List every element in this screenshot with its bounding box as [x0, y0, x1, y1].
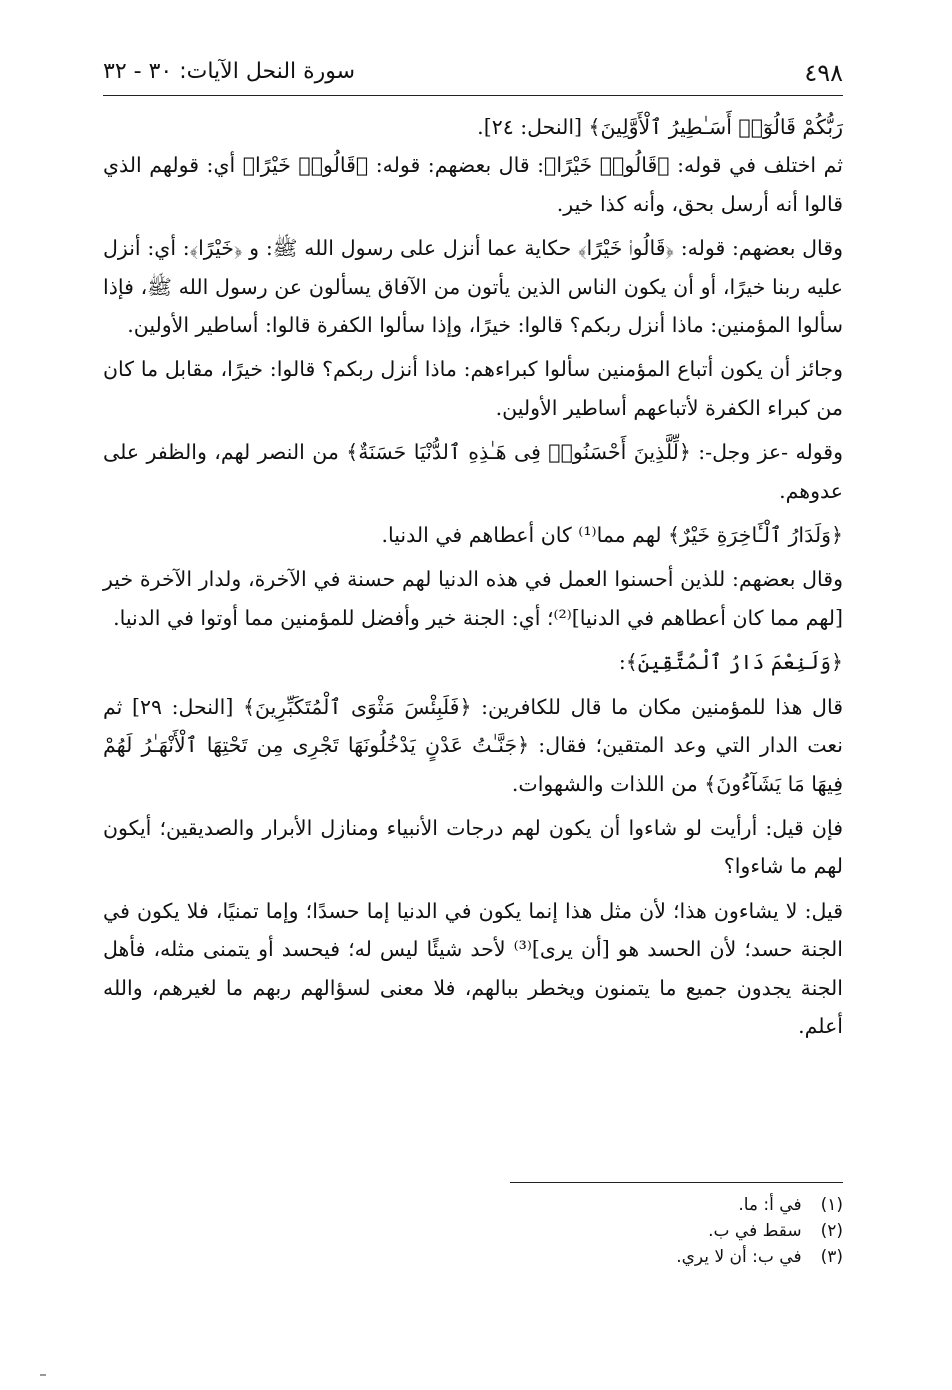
- footnote-number: (٢): [820, 1221, 843, 1241]
- scan-speck: [40, 1374, 46, 1376]
- footnotes: [103, 1192, 843, 1270]
- main-text: [103, 108, 843, 1045]
- footnote-text: في ب: أن لا يري.: [676, 1247, 802, 1267]
- footnote-divider: [510, 1182, 843, 1183]
- footnote-number: (٣): [820, 1247, 843, 1267]
- footnote-text: في أ: ما.: [738, 1195, 802, 1215]
- paragraph: فإن قيل: أرأيت لو شاءوا أن يكون لهم درجات الأنبياء ومنازل الأبرار والصديقين؛ أيكون لهم ما شاءوا؟: [103, 815, 843, 879]
- footnote-number: (١): [820, 1195, 843, 1215]
- header-divider: [103, 95, 843, 96]
- paragraph: وقوله -عز وجل-: ﴿لِّلَّذِينَ أَحْسَنُوا۟ فِى هَـٰذِهِ ٱلدُّنْيَا حَسَنَةٌ﴾ من النصر لهم، والظفر على عدوهم.: [103, 440, 843, 503]
- page-header: [103, 55, 843, 93]
- paragraph: قيل: لا يشاءون هذا؛ لأن مثل هذا إنما يكون في الدنيا إما حسدًا؛ وإما تمنيًا، فلا يكون في الجنة حسد؛ لأن الحسد هو [أن يرى]⁽³⁾ لأحد شيئًا ليس له؛ فيحسد أو يتمنى مثله، فأهل الجنة يجدون جميع ما يتمنون ويخطر ببالهم، فلا معنى لسؤالهم ربهم ما لغيرهم، والله أعلم.: [103, 898, 843, 1038]
- paragraph: ﴿وَلَدَارُ ٱلْـَٔاخِرَةِ خَيْرٌ﴾ لهم مما⁽¹⁾ كان أعطاهم في الدنيا.: [381, 523, 843, 548]
- paragraph: وقال بعضهم: قوله: ﴿قَالُوا۟ خَيْرًا﴾ حكاية عما أنزل على رسول الله ﷺ: و ﴿خَيْرًا﴾: أي: أنزل عليه ربنا خيرًا، أو أن يكون الناس الذين يأتون من الآفاق يسألون عن رسول الله ﷺ، فإذا سألوا المؤمنين: ماذا أنزل ربكم؟ قالوا: خيرًا، وإذا سألوا الكفرة قالوا: أساطير الأولين.: [103, 236, 843, 338]
- paragraph: رَبُّكُمْ قَالُوٓا۟ أَسَـٰطِيرُ ٱلْأَوَّلِينَ﴾ [النحل: ٢٤].: [477, 115, 843, 139]
- page-number: ٤٩٨: [804, 59, 843, 87]
- paragraph: قال هذا للمؤمنين مكان ما قال للكافرين: ﴿فَلَبِئْسَ مَثْوَى ٱلْمُتَكَبِّرِينَ﴾ [النحل: ٢٩] ثم نعت الدار التي وعد المتقين؛ فقال: ﴿جَنَّـٰتُ عَدْنٍ يَدْخُلُونَهَا تَجْرِى مِن تَحْتِهَا ٱلْأَنْهَـٰرُ لَهُمْ فِيهَا مَا يَشَآءُونَ﴾ من اللذات والشهوات.: [103, 694, 843, 796]
- footnote: [103, 1244, 843, 1270]
- footnote: [103, 1192, 843, 1218]
- footnote-text: سقط في ب.: [708, 1221, 802, 1241]
- paragraph: ثم اختلف في قوله: ﴿قَالُوا۟ خَيْرًا﴾: قال بعضهم: قوله: ﴿قَالُوا۟ خَيْرًا﴾ أي: قولهم الذي قالوا أنه أرسل بحق، وأنه كذا خير.: [103, 153, 843, 216]
- running-title: سورة النحل الآيات: ٣٠ - ٣٢: [103, 59, 356, 84]
- paragraph: ﴿وَلَنِعْمَ دَارُ ٱلْمُتَّقِينَ﴾:: [618, 650, 843, 675]
- footnote: [103, 1218, 843, 1244]
- paragraph: وقال بعضهم: للذين أحسنوا العمل في هذه الدنيا لهم حسنة في الآخرة، ولدار الآخرة خير [لهم مما كان أعطاهم في الدنيا]⁽²⁾؛ أي: الجنة خير وأفضل للمؤمنين مما أوتوا في الدنيا.: [103, 567, 843, 630]
- paragraph: وجائز أن يكون أتباع المؤمنين سألوا كبراءهم: ماذا أنزل ربكم؟ قالوا: خيرًا، مقابل ما كان من كبراء الكفرة لأتباعهم أساطير الأولين.: [103, 357, 843, 420]
